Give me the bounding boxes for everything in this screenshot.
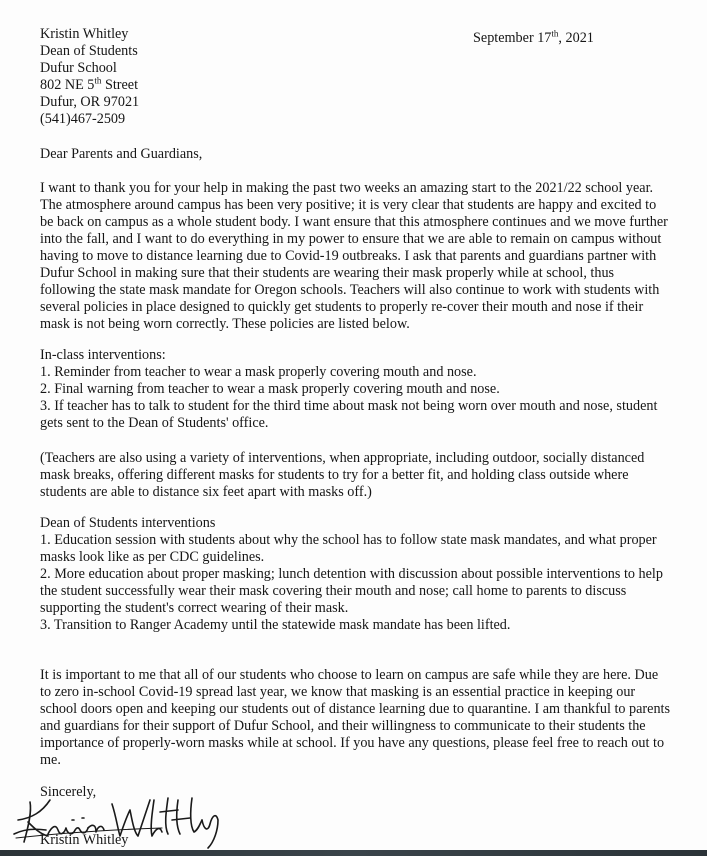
intro-paragraph: I want to thank you for your help in making the past two weeks an amazing start to the 2021/22 school year. The atmosphere around campus has been very positive; it is very clear that students are happy and excited to be back on campus as a whole student body. I want ensure that this atmosphere continues and we move further into the fall, and I want to do everything in my power to ensure that we are able to remain on campus without having to move to distance learning due to Covid-19 outbreaks. I ask that parents and guardians partner with Dufur School in making sure that their students are wearing their mask properly while at school, thus following the state mask mandate for Oregon schools. Teachers will also continue to work with students with several policies in place designed to quickly get students to properly re-cover their mouth and nose if their mask is not being worn correctly. These policies are listed below.: [40, 180, 668, 332]
salutation: Dear Parents and Guardians,: [40, 146, 203, 162]
closing: Sincerely,: [40, 784, 97, 800]
sender-city: Dufur, OR 97021: [40, 94, 140, 110]
date-suffix: th: [551, 28, 559, 39]
sender-street: [40, 77, 138, 94]
signature-name: Kristin Whitley: [40, 832, 129, 848]
teachers-note: (Teachers are also using a variety of interventions, when appropriate, including outdoor, socially distanced mask breaks, offering different masks for students to try for a better fit, and holding class outside where students are able to distance six feet apart with masks off.): [40, 450, 645, 500]
in-class-item-1: 1. Reminder from teacher to wear a mask properly covering mouth and nose.: [40, 364, 477, 380]
in-class-item-2: 2. Final warning from teacher to wear a mask properly covering mouth and nose.: [40, 381, 500, 397]
date-year: , 2021: [558, 30, 594, 46]
street-number: 802 NE 5: [40, 77, 95, 93]
dean-heading: Dean of Students interventions: [40, 515, 216, 531]
street-name: Street: [101, 77, 139, 93]
bottom-edge: [0, 850, 707, 856]
dean-item-1: 1. Education session with students about why the school has to follow state mask mandates, and what proper masks look like as per CDC guidelines.: [40, 532, 657, 565]
letter-date: [473, 30, 594, 47]
dean-item-3: 3. Transition to Ranger Academy until the statewide mask mandate has been lifted.: [40, 617, 511, 633]
sender-title: Dean of Students: [40, 43, 138, 59]
closing-paragraph: It is important to me that all of our students who choose to learn on campus are safe while they are here. Due to zero in-school Covid-19 spread last year, we know that masking is an essential practice in keeping our school doors open and keeping our students out of distance learning due to quarantine. I am thankful to parents and guardians for their support of Dufur School, and their willingness to communicate to their students the importance of properly-worn masks while at school. If you have any questions, please feel free to reach out to me.: [40, 667, 670, 768]
dean-item-2: 2. More education about proper masking; lunch detention with discussion about possible interventions to help the student successfully wear their mask covering their mouth and nose; call home to parents to discuss supporting the student's correct wearing of their mask.: [40, 566, 663, 616]
in-class-item-3: 3. If teacher has to talk to student for the third time about mask not being worn over mouth and nose, student gets sent to the Dean of Students' office.: [40, 398, 658, 431]
sender-name: Kristin Whitley: [40, 26, 129, 42]
sender-phone: (541)467-2509: [40, 111, 126, 127]
sender-school: Dufur School: [40, 60, 117, 76]
in-class-heading: In-class interventions:: [40, 347, 166, 363]
date-day: September 17: [473, 30, 552, 46]
street-suffix: th: [94, 75, 102, 86]
